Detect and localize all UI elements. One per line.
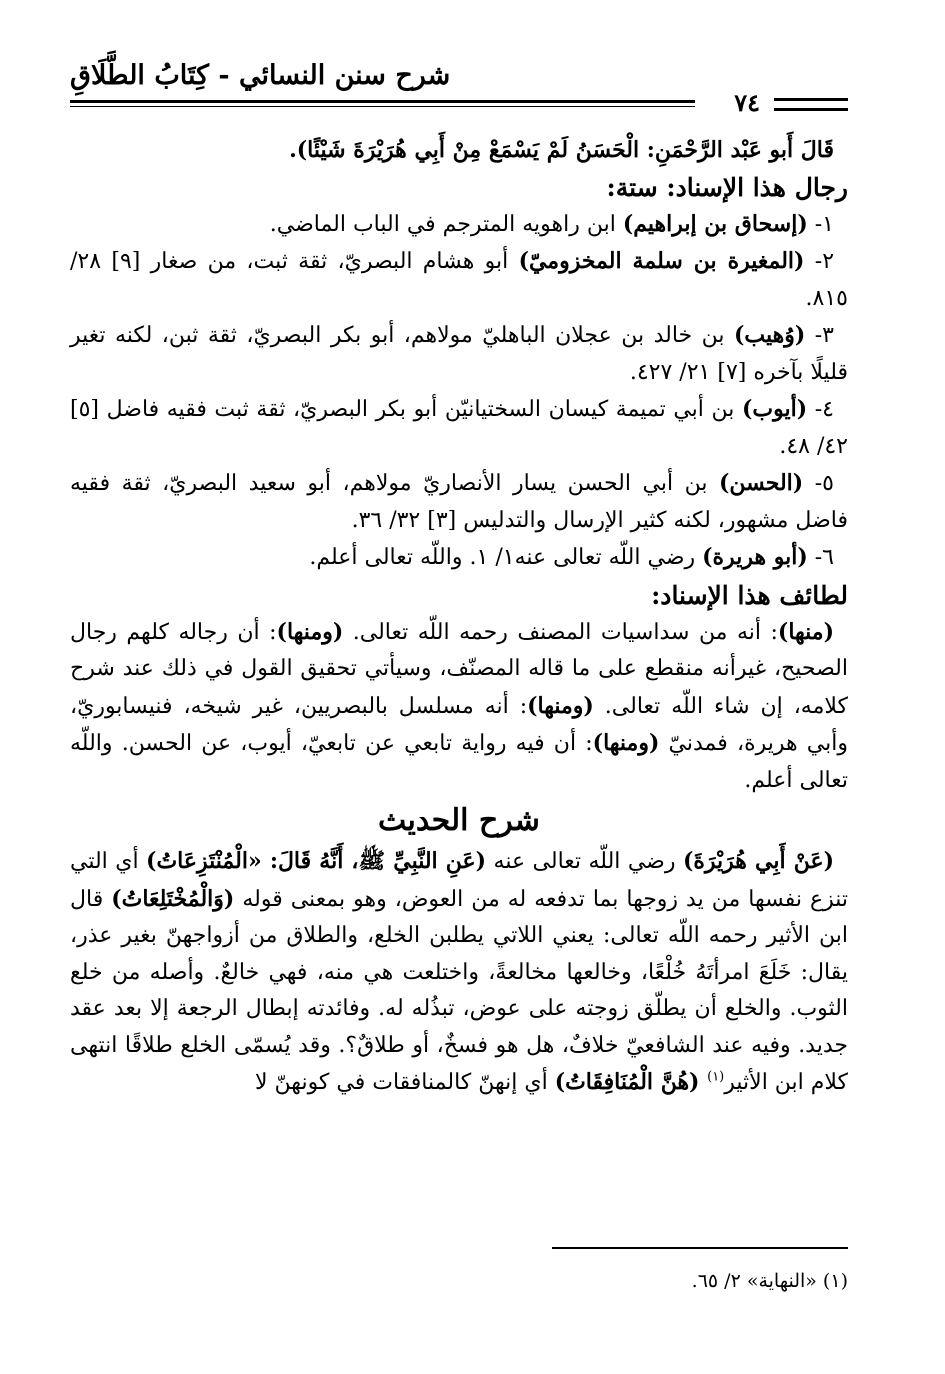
page-header [70, 50, 848, 117]
narrator-2-name: (المغيرة بن سلمة المخزوميّ) [518, 248, 805, 274]
explanation-text-1: رضي اللّه تعالى عنه [486, 849, 683, 874]
header-rule-thin [70, 106, 695, 107]
explanation-quote-4: (هُنَّ الْمُنَافِقَاتُ) [554, 1069, 708, 1095]
page-number-rule [774, 98, 848, 101]
narrator-1-text: ابن راهويه المترجم في الباب الماضي. [269, 211, 623, 237]
narrator-3-name: (وُهيب) [733, 322, 806, 348]
narrator-6 [70, 539, 848, 577]
narrator-3 [70, 317, 848, 391]
narrator-4-number: ٤- [807, 397, 834, 422]
subtlety-marker-4: (ومنها) [592, 730, 660, 756]
explanation-quote-1: (عَنْ أَبِي هُرَيْرَةَ) [682, 848, 834, 874]
explanation-paragraph [70, 843, 848, 1102]
page-number-rule-lower [774, 108, 848, 111]
main-text [70, 132, 848, 1102]
narrator-5 [70, 465, 848, 539]
subtlety-text-3: : أنه مسلسل بالبصريين، غير شيخه، فنيسابوريّ، وأبي هريرة، فمدنيّ [70, 693, 848, 756]
running-title: شرح سنن النسائي - كِتَابُ الطَّلَاقِ [70, 60, 451, 91]
narrator-2-number: ٢- [804, 249, 835, 274]
narrator-5-name: (الحسن) [719, 470, 804, 496]
header-rule [70, 100, 695, 103]
footnote: (١) «النهاية» ٢/ ٦٥. [691, 1270, 848, 1292]
narrator-2-text: أبو هشام البصريّ، ثقة ثبت، من صغار [٩] ٢٨/ ٨١٥. [70, 249, 848, 311]
narrator-5-text: بن أبي الحسن يسار الأنصاريّ مولاهم، أبو سعيد البصريّ، ثقة فقيه فاضل مشهور، لكنه كثير الإرسال والتدليس [٣] ٣٢/ ٣٦. [70, 471, 848, 533]
explanation-quote-2: (عَنِ النَّبِيِّ ﷺ، أَنَّهُ قَالَ: «الْمُنْتَزِعَاتُ) [146, 848, 487, 874]
narrator-2 [70, 243, 848, 317]
narrator-1-name: (إسحاق بن إبراهيم) [622, 210, 808, 237]
subtlety-marker-2: (ومنها) [276, 618, 344, 645]
narrator-1 [70, 206, 848, 244]
heading-hadith-explanation: شرح الحديث [378, 803, 540, 838]
subtleties-paragraph [70, 614, 848, 800]
footnote-reference: (١) [707, 1069, 725, 1085]
footnote-separator [552, 1247, 848, 1249]
subtlety-text-4: : أن فيه رواية تابعي عن تابعيّ، أيوب، عن الحسن. واللّه تعالى أعلم. [70, 731, 848, 793]
hadith-closing-line: قَالَ أَبو عَبْد الرَّحْمَنِ: الْحَسَنُ لَمْ يَسْمَعْ مِنْ أَبِي هُرَيْرَةَ شَيْئًا). [289, 137, 834, 163]
heading-narrators: رجال هذا الإسناد: ستة: [606, 172, 848, 202]
narrator-6-number: ٦- [807, 545, 834, 570]
subtlety-marker-3: (ومنها) [527, 692, 594, 719]
page-number: ٧٤ [734, 88, 760, 117]
subtlety-text-1: : أنه من سداسيات المصنف رحمه اللّه تعالى. [343, 619, 778, 645]
narrator-4-name: (أيوب) [742, 396, 808, 422]
explanation-text-3: قال ابن الأثير رحمه اللّه تعالى: يعني اللاتي يطلبن الخلع، والطلاق من أزواجهنّ بغير عذر، يقال: خَلَعَ امرأتَهُ خُلْعًا، وخالعها مخالعةً، واختلعت هي منه، فهي خالعٌ. وأصله من خلع الثوب. والخلع أن يطلّق زوجته على عوض، تبذُله له. وفائدته إبطال الرجعة إلا بعد عقد جديد. وفيه عند الشافعيّ خلافٌ، هل هو فسخٌ، أو طلاقٌ؟. وقد يُسمّى الخلع طلاقًا انتهى كلام ابن الأثير [70, 886, 848, 1095]
explanation-text-2: أي التي تنزع نفسها من يد زوجها بما تدفعه له من العوض، وهو بمعنى قوله [70, 849, 848, 912]
narrator-6-text: رضي اللّه تعالى عنه١/ ١. واللّه تعالى أعلم. [309, 545, 703, 570]
book-page [70, 50, 848, 1350]
narrator-4-text: بن أبي تميمة كيسان السختيانيّن أبو بكر البصريّ، ثقة ثبت فقيه فاضل [٥] ٤٢/ ٤٨. [70, 397, 848, 459]
narrator-4 [70, 391, 848, 465]
narrator-5-number: ٥- [803, 471, 834, 496]
explanation-text-4: أي إنهنّ كالمنافقات في كونهنّ لا [255, 1070, 555, 1095]
explanation-quote-3: (وَالْمُخْتَلِعَاتُ) [111, 885, 235, 912]
narrator-3-text: بن خالد بن عجلان الباهليّ مولاهم، أبو بكر البصريّ، ثقة ثبن، لكنه تغير قليلًا بآخره [٧] ٢١/ ٤٢٧. [70, 323, 848, 385]
subtlety-marker-1: (منها) [777, 618, 834, 645]
subtlety-text-2: : أن رجاله كلهم رجال الصحيح، غيرأنه منقطع على ما قاله المصنّف، وسيأتي تحقيق القول في ذلك عند شرح كلامه، إن شاء اللّه تعالى. [70, 619, 848, 719]
heading-subtleties: لطائف هذا الإسناد: [651, 580, 848, 610]
narrator-1-number: ١- [807, 211, 834, 237]
narrator-3-number: ٣- [805, 323, 834, 348]
narrator-6-name: (أبو هريرة) [702, 544, 808, 570]
